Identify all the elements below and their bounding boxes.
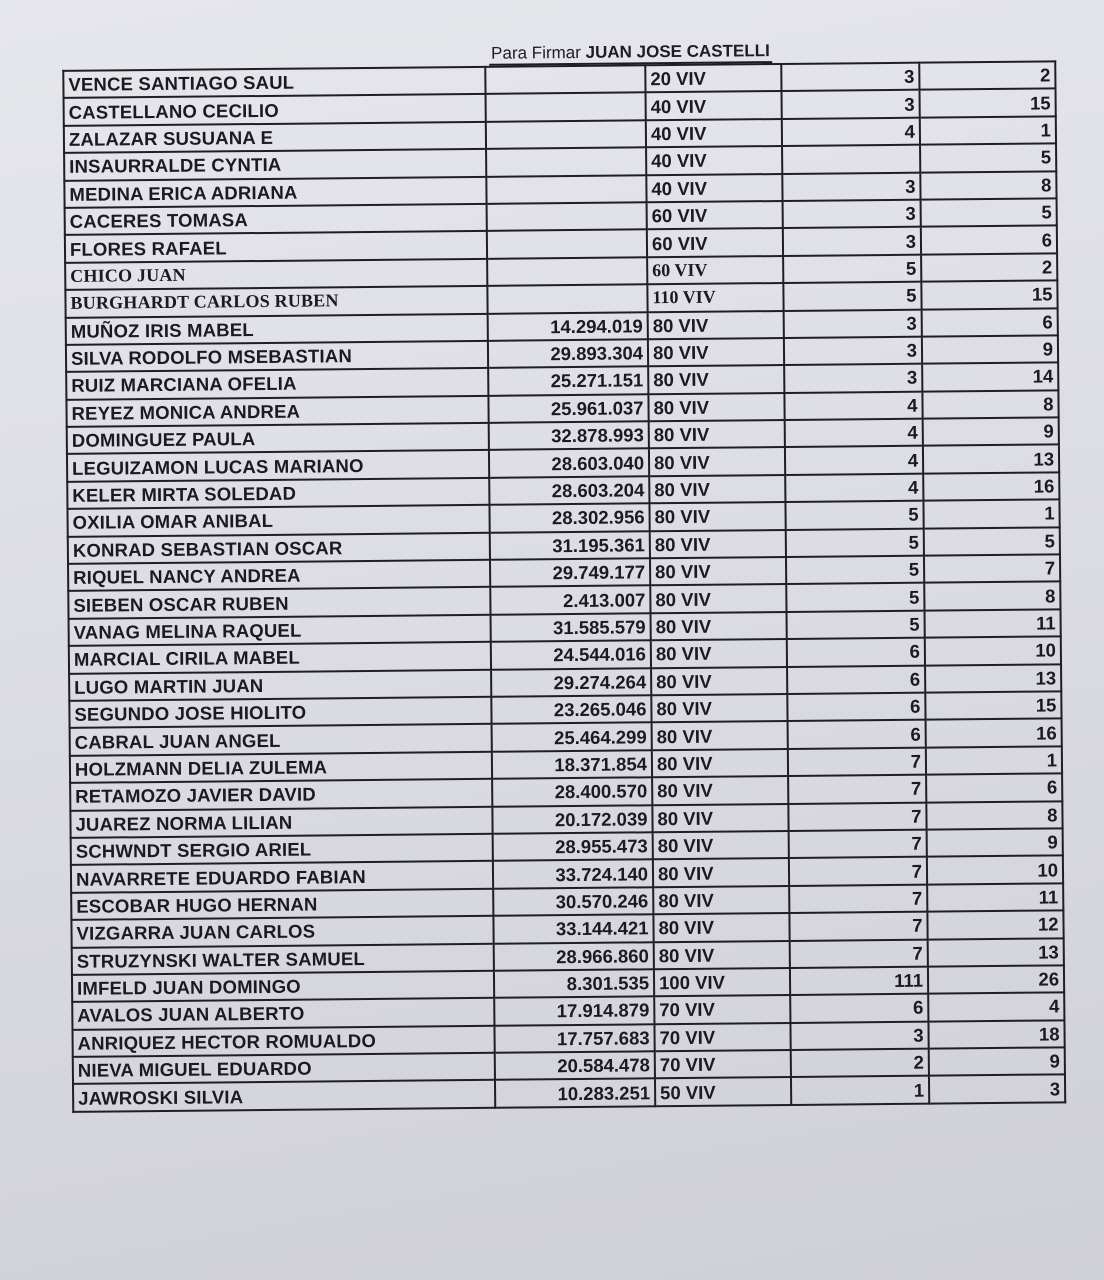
dni-cell: 28.603.204 <box>489 476 649 505</box>
dni-cell <box>486 175 646 204</box>
name-cell: CABRAL JUAN ANGEL <box>70 724 492 755</box>
dni-cell: 28.302.956 <box>489 504 649 533</box>
viv-cell: 80 VIV <box>649 475 785 504</box>
viv-cell: 80 VIV <box>648 311 784 340</box>
lote-cell: 8 <box>922 390 1058 419</box>
lote-cell: 11 <box>924 609 1060 638</box>
manzana-cell: 5 <box>785 501 923 530</box>
viv-cell: 80 VIV <box>651 694 787 723</box>
name-cell: ESCOBAR HUGO HERNAN <box>71 889 493 920</box>
lote-cell: 9 <box>923 417 1059 446</box>
name-cell: JUAREZ NORMA LILIAN <box>70 806 492 837</box>
dni-cell <box>486 147 646 176</box>
dni-cell <box>487 230 647 259</box>
name-cell: MARCIAL CIRILA MABEL <box>69 642 491 673</box>
manzana-cell: 3 <box>783 200 921 229</box>
dni-cell: 28.400.570 <box>492 777 652 806</box>
dni-cell: 28.955.473 <box>493 832 653 861</box>
manzana-cell: 6 <box>788 720 926 749</box>
name-cell: ANRIQUEZ HECTOR ROMUALDO <box>72 1025 494 1056</box>
name-cell: CASTELLANO CECILIO <box>64 94 486 125</box>
manzana-cell: 5 <box>786 556 924 585</box>
lote-cell: 12 <box>927 910 1063 939</box>
viv-cell: 20 VIV <box>645 64 781 93</box>
viv-cell: 100 VIV <box>654 968 790 997</box>
dni-cell: 33.724.140 <box>493 860 653 889</box>
dni-cell: 20.584.478 <box>495 1051 655 1080</box>
name-cell: DOMINGUEZ PAULA <box>67 423 489 454</box>
dni-cell: 17.757.683 <box>494 1024 654 1053</box>
name-cell: JAWROSKI SILVIA <box>73 1080 495 1111</box>
viv-cell: 80 VIV <box>653 831 789 860</box>
dni-cell <box>487 202 647 231</box>
manzana-cell: 7 <box>788 775 926 804</box>
manzana-cell: 5 <box>783 254 921 283</box>
manzana-cell: 3 <box>781 63 919 92</box>
viv-cell: 70 VIV <box>654 995 790 1024</box>
manzana-cell <box>782 145 920 174</box>
viv-cell: 80 VIV <box>649 502 785 531</box>
title-name: JUAN JOSE CASTELLI <box>585 41 770 62</box>
dni-cell: 29.749.177 <box>490 558 650 587</box>
manzana-cell: 6 <box>787 665 925 694</box>
viv-cell: 80 VIV <box>650 584 786 613</box>
name-cell: FLORES RAFAEL <box>65 231 487 262</box>
manzana-cell: 5 <box>786 528 924 557</box>
dni-cell: 17.914.879 <box>494 997 654 1026</box>
dni-cell <box>486 120 646 149</box>
dni-cell: 30.570.246 <box>493 887 653 916</box>
manzana-cell: 2 <box>791 1049 929 1078</box>
lote-cell: 2 <box>921 253 1057 282</box>
viv-cell: 80 VIV <box>653 886 789 915</box>
lote-cell: 13 <box>925 664 1061 693</box>
lote-cell: 7 <box>924 554 1060 583</box>
name-cell: INSAURRALDE CYNTIA <box>64 149 486 180</box>
dni-cell: 33.144.421 <box>493 914 653 943</box>
viv-cell: 110 VIV <box>647 283 783 312</box>
dni-cell: 14.294.019 <box>488 312 648 341</box>
lote-cell: 1 <box>923 500 1059 529</box>
manzana-cell: 7 <box>788 747 926 776</box>
lote-cell: 15 <box>925 691 1061 720</box>
viv-cell: 80 VIV <box>654 940 790 969</box>
name-cell: CHICO JUAN <box>65 259 487 290</box>
dni-cell: 31.585.579 <box>491 613 651 642</box>
dni-cell <box>487 257 647 286</box>
manzana-cell: 4 <box>785 474 923 503</box>
viv-cell: 80 VIV <box>653 913 789 942</box>
manzana-cell: 6 <box>787 693 925 722</box>
lote-cell: 26 <box>928 965 1064 994</box>
dni-cell: 18.371.854 <box>492 750 652 779</box>
viv-cell: 80 VIV <box>648 365 784 394</box>
viv-cell: 40 VIV <box>646 174 782 203</box>
lote-cell: 5 <box>921 198 1057 227</box>
manzana-cell: 7 <box>789 884 927 913</box>
name-cell: ZALAZAR SUSUANA E <box>64 122 486 153</box>
manzana-cell: 4 <box>785 419 923 448</box>
name-cell: AVALOS JUAN ALBERTO <box>72 998 494 1029</box>
lote-cell: 6 <box>921 226 1057 255</box>
dni-cell: 25.464.299 <box>492 723 652 752</box>
name-cell: RETAMOZO JAVIER DAVID <box>70 779 492 810</box>
viv-cell: 70 VIV <box>655 1050 791 1079</box>
manzana-cell: 1 <box>791 1076 929 1105</box>
lote-cell: 16 <box>926 719 1062 748</box>
dni-cell <box>487 284 647 313</box>
dni-cell: 25.961.037 <box>488 394 648 423</box>
manzana-cell: 7 <box>789 912 927 941</box>
lote-cell: 6 <box>926 773 1062 802</box>
lote-cell: 4 <box>928 993 1064 1022</box>
manzana-cell: 6 <box>787 638 925 667</box>
table-body <box>63 61 1065 1111</box>
lote-cell: 8 <box>924 582 1060 611</box>
viv-cell: 60 VIV <box>647 228 783 257</box>
document-sheet <box>52 32 1061 1109</box>
name-cell: VANAG MELINA RAQUEL <box>69 615 491 646</box>
lote-cell: 1 <box>926 746 1062 775</box>
viv-cell: 80 VIV <box>648 338 784 367</box>
lote-cell: 8 <box>926 801 1062 830</box>
name-cell: HOLZMANN DELIA ZULEMA <box>70 752 492 783</box>
manzana-cell: 7 <box>789 830 927 859</box>
manzana-cell: 111 <box>790 967 928 996</box>
manzana-cell: 3 <box>784 337 922 366</box>
name-cell: RIQUEL NANCY ANDREA <box>68 560 490 591</box>
name-cell: SILVA RODOLFO MSEBASTIAN <box>66 341 488 372</box>
name-cell: LEGUIZAMON LUCAS MARIANO <box>67 450 489 481</box>
name-cell: KONRAD SEBASTIAN OSCAR <box>68 532 490 563</box>
manzana-cell: 7 <box>789 857 927 886</box>
lote-cell: 13 <box>928 938 1064 967</box>
manzana-cell: 5 <box>783 282 921 311</box>
name-cell: SIEBEN OSCAR RUBEN <box>68 587 490 618</box>
name-cell: CACERES TOMASA <box>65 204 487 235</box>
name-cell: MEDINA ERICA ADRIANA <box>64 176 486 207</box>
manzana-cell: 3 <box>783 227 921 256</box>
lote-cell: 18 <box>928 1020 1064 1049</box>
name-cell: BURGHARDT CARLOS RUBEN <box>65 286 487 317</box>
name-cell: NAVARRETE EDUARDO FABIAN <box>71 861 493 892</box>
viv-cell: 80 VIV <box>650 530 786 559</box>
lote-cell: 9 <box>929 1047 1065 1076</box>
manzana-cell: 5 <box>787 610 925 639</box>
lote-cell: 14 <box>922 363 1058 392</box>
viv-cell: 40 VIV <box>646 146 782 175</box>
dni-cell: 2.413.007 <box>490 586 650 615</box>
viv-cell: 50 VIV <box>655 1077 791 1106</box>
dni-cell: 24.544.016 <box>491 640 651 669</box>
lote-cell: 15 <box>921 280 1057 309</box>
name-cell: NIEVA MIGUEL EDUARDO <box>73 1053 495 1084</box>
name-cell: OXILIA OMAR ANIBAL <box>67 505 489 536</box>
name-cell: SEGUNDO JOSE HIOLITO <box>69 697 491 728</box>
lote-cell: 10 <box>925 637 1061 666</box>
dni-cell: 25.271.151 <box>488 367 648 396</box>
viv-cell: 60 VIV <box>647 201 783 230</box>
manzana-cell: 3 <box>790 1021 928 1050</box>
lote-cell: 6 <box>922 308 1058 337</box>
beneficiaries-table <box>62 60 1066 1112</box>
manzana-cell: 3 <box>782 90 920 119</box>
lote-cell: 5 <box>924 527 1060 556</box>
manzana-cell: 4 <box>785 446 923 475</box>
lote-cell: 5 <box>920 144 1056 173</box>
dni-cell: 29.893.304 <box>488 339 648 368</box>
lote-cell: 11 <box>927 883 1063 912</box>
viv-cell: 80 VIV <box>653 858 789 887</box>
viv-cell: 80 VIV <box>652 776 788 805</box>
lote-cell: 15 <box>920 89 1056 118</box>
viv-cell: 80 VIV <box>652 721 788 750</box>
lote-cell: 9 <box>922 335 1058 364</box>
viv-cell: 70 VIV <box>654 1023 790 1052</box>
name-cell: VIZGARRA JUAN CARLOS <box>71 916 493 947</box>
lote-cell: 8 <box>920 171 1056 200</box>
dni-cell: 10.283.251 <box>495 1079 655 1108</box>
name-cell: SCHWNDT SERGIO ARIEL <box>71 834 493 865</box>
viv-cell: 40 VIV <box>646 91 782 120</box>
manzana-cell: 3 <box>782 172 920 201</box>
viv-cell: 80 VIV <box>648 393 784 422</box>
manzana-cell: 4 <box>784 391 922 420</box>
name-cell: MUÑOZ IRIS MABEL <box>66 313 488 344</box>
lote-cell: 16 <box>923 472 1059 501</box>
lote-cell: 10 <box>927 856 1063 885</box>
dni-cell: 23.265.046 <box>491 695 651 724</box>
manzana-cell: 4 <box>782 117 920 146</box>
viv-cell: 80 VIV <box>651 667 787 696</box>
viv-cell: 80 VIV <box>651 639 787 668</box>
dni-cell: 31.195.361 <box>490 531 650 560</box>
viv-cell: 80 VIV <box>652 804 788 833</box>
name-cell: IMFELD JUAN DOMINGO <box>72 971 494 1002</box>
lote-cell: 13 <box>923 445 1059 474</box>
name-cell: VENCE SANTIAGO SAUL <box>63 67 485 98</box>
viv-cell: 40 VIV <box>646 119 782 148</box>
title-prefix: Para Firmar <box>491 42 581 63</box>
viv-cell: 60 VIV <box>647 256 783 285</box>
manzana-cell: 3 <box>784 309 922 338</box>
name-cell: KELER MIRTA SOLEDAD <box>67 478 489 509</box>
dni-cell: 32.878.993 <box>489 421 649 450</box>
document-title <box>489 41 772 66</box>
manzana-cell: 7 <box>788 802 926 831</box>
manzana-cell: 3 <box>784 364 922 393</box>
name-cell: RUIZ MARCIANA OFELIA <box>66 368 488 399</box>
dni-cell: 28.603.040 <box>489 449 649 478</box>
viv-cell: 80 VIV <box>651 612 787 641</box>
manzana-cell: 6 <box>790 994 928 1023</box>
dni-cell <box>486 93 646 122</box>
lote-cell: 3 <box>929 1075 1065 1104</box>
manzana-cell: 5 <box>786 583 924 612</box>
name-cell: LUGO MARTIN JUAN <box>69 669 491 700</box>
dni-cell <box>485 65 645 94</box>
lote-cell: 1 <box>920 116 1056 145</box>
dni-cell: 28.966.860 <box>494 942 654 971</box>
viv-cell: 80 VIV <box>650 557 786 586</box>
lote-cell: 9 <box>927 828 1063 857</box>
lote-cell: 2 <box>919 61 1055 90</box>
manzana-cell: 7 <box>790 939 928 968</box>
dni-cell: 8.301.535 <box>494 969 654 998</box>
viv-cell: 80 VIV <box>652 749 788 778</box>
name-cell: STRUZYNSKI WALTER SAMUEL <box>72 943 494 974</box>
dni-cell: 29.274.264 <box>491 668 651 697</box>
name-cell: REYEZ MONICA ANDREA <box>66 396 488 427</box>
viv-cell: 80 VIV <box>649 447 785 476</box>
dni-cell: 20.172.039 <box>492 805 652 834</box>
viv-cell: 80 VIV <box>649 420 785 449</box>
